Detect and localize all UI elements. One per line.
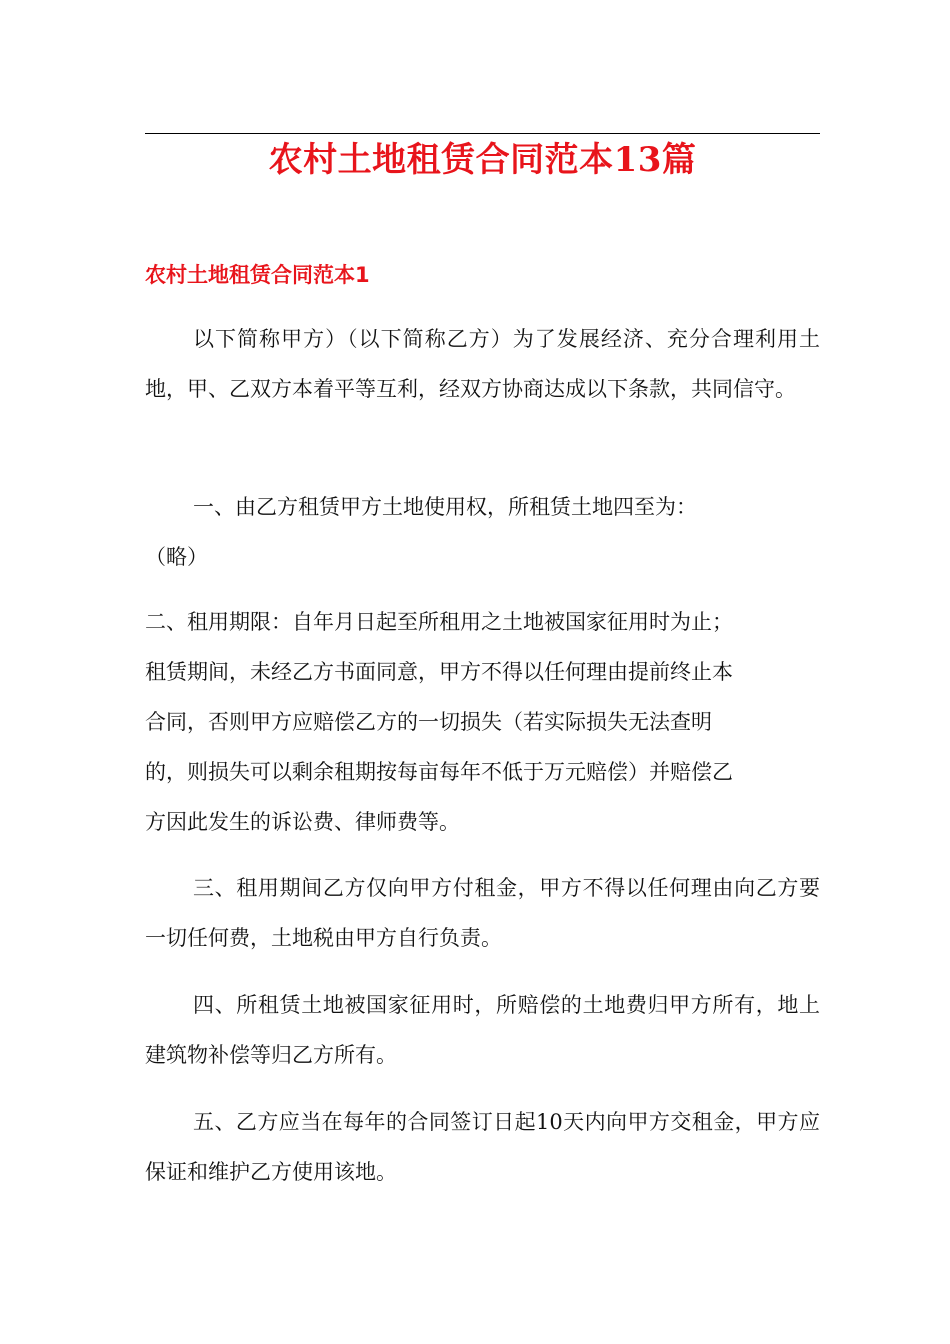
- clause-5-paragraph: 五、乙方应当在每年的合同签订日起10天内向甲方交租金，甲方应保证和维护乙方使用该地。: [145, 1110, 820, 1184]
- clause-2-line: 的，则损失可以剩余租期按每亩每年不低于万元赔偿）并赔偿乙: [145, 760, 733, 784]
- document-title: 农村土地租赁合同范本13篇: [268, 140, 697, 180]
- clause-3-paragraph: 三、租用期间乙方仅向甲方付租金，甲方不得以任何理由向乙方要一切任何费，土地税由甲方自行负责。: [145, 876, 820, 950]
- clause-2-line: 合同，否则甲方应赔偿乙方的一切损失（若实际损失无法查明: [145, 710, 712, 734]
- clause-4-paragraph: 四、所租赁土地被国家征用时，所赔偿的土地费归甲方所有，地上建筑物补偿等归乙方所有。: [145, 993, 820, 1067]
- clause-1-line-1: 一、由乙方租赁甲方土地使用权，所租赁土地四至为：: [193, 495, 697, 519]
- clause-2-line: 方因此发生的诉讼费、律师费等。: [145, 810, 460, 834]
- section-heading: 农村土地租赁合同范本1: [145, 263, 370, 287]
- clause-2-line: 租赁期间，未经乙方书面同意，甲方不得以任何理由提前终止本: [145, 660, 733, 684]
- header-rule: [145, 133, 820, 134]
- intro-paragraph: 以下简称甲方）（以下简称乙方）为了发展经济、充分合理利用土地，甲、乙双方本着平等互利，经双方协商达成以下条款，共同信守。: [145, 327, 820, 401]
- clause-2-line: 二、租用期限：自年月日起至所租用之土地被国家征用时为止；: [145, 610, 733, 634]
- clause-1-line-2: （略）: [145, 545, 208, 569]
